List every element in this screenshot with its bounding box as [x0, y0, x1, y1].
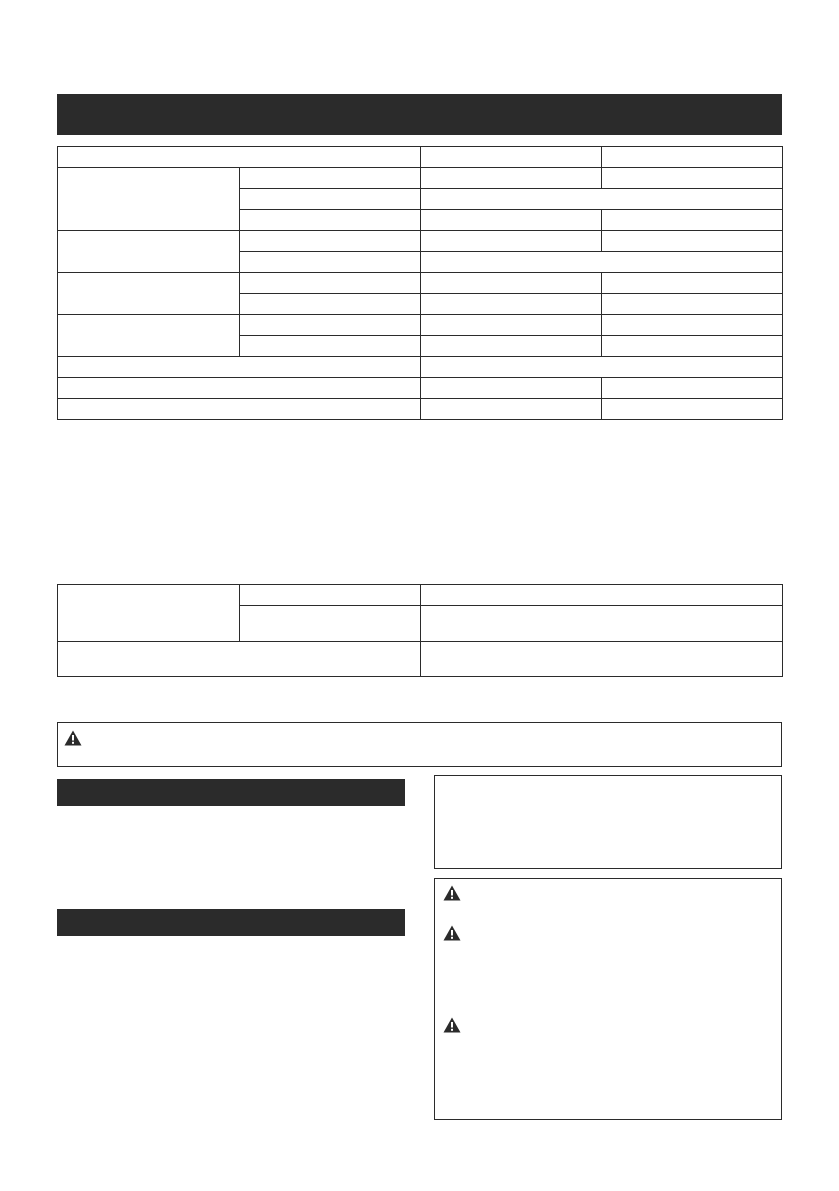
table-cell: [421, 273, 602, 294]
section-header-bar-1: [57, 779, 405, 806]
table-cell: [602, 231, 783, 252]
table-cell: [240, 273, 421, 294]
note-box: [434, 775, 782, 869]
table-cell: [421, 378, 602, 399]
section-header-bar-2: [57, 909, 405, 936]
table-cell: [421, 357, 783, 378]
table-cell: [602, 168, 783, 189]
table-cell: [602, 378, 783, 399]
table-cell: [421, 210, 602, 231]
table-cell: [421, 147, 602, 168]
table-cell: [240, 294, 421, 315]
table-cell: [58, 378, 421, 399]
table-cell: [58, 273, 240, 315]
warning-triangle-icon: [443, 885, 461, 901]
table-cell: [421, 315, 602, 336]
table-cell: [421, 642, 783, 677]
warning-triangle-icon: [443, 1017, 461, 1033]
table-cell: [421, 231, 602, 252]
table-cell: [58, 399, 421, 420]
table-cell: [240, 606, 421, 642]
noise-vibration-table: [57, 584, 783, 677]
table-cell: [421, 189, 783, 210]
table-cell: [421, 585, 783, 606]
table-cell: [602, 147, 783, 168]
table-row: [58, 168, 783, 189]
table-cell: [58, 231, 240, 273]
table-cell: [421, 294, 602, 315]
table-cell: [602, 399, 783, 420]
table-cell: [240, 231, 421, 252]
table-cell: [602, 336, 783, 357]
table-cell: [58, 585, 240, 642]
table-row: [58, 585, 783, 606]
table-cell: [240, 252, 421, 273]
warning-triangle-icon: [64, 730, 82, 746]
table-cell: [421, 606, 783, 642]
specifications-header-bar: [57, 94, 782, 135]
table-cell: [58, 168, 240, 231]
table-row: [58, 378, 783, 399]
table-row: [58, 147, 783, 168]
table-cell: [58, 357, 421, 378]
specifications-table: [57, 146, 783, 420]
table-cell: [602, 210, 783, 231]
table-cell: [240, 315, 421, 336]
table-row: [58, 642, 783, 677]
table-row: [58, 273, 783, 294]
table-cell: [240, 336, 421, 357]
table-cell: [421, 252, 783, 273]
table-cell: [602, 273, 783, 294]
table-cell: [58, 315, 240, 357]
table-cell: [240, 210, 421, 231]
table-cell: [240, 189, 421, 210]
warning-triangle-icon: [443, 925, 461, 941]
table-cell: [240, 168, 421, 189]
table-cell: [421, 399, 602, 420]
table-cell: [421, 336, 602, 357]
table-cell: [421, 168, 602, 189]
table-row: [58, 231, 783, 252]
safety-warnings-box: [434, 878, 782, 1120]
table-row: [58, 357, 783, 378]
table-cell: [240, 585, 421, 606]
table-cell: [58, 147, 421, 168]
table-cell: [602, 315, 783, 336]
table-cell: [602, 294, 783, 315]
warning-notice-box: [57, 722, 782, 767]
table-row: [58, 315, 783, 336]
table-cell: [58, 642, 421, 677]
table-row: [58, 399, 783, 420]
